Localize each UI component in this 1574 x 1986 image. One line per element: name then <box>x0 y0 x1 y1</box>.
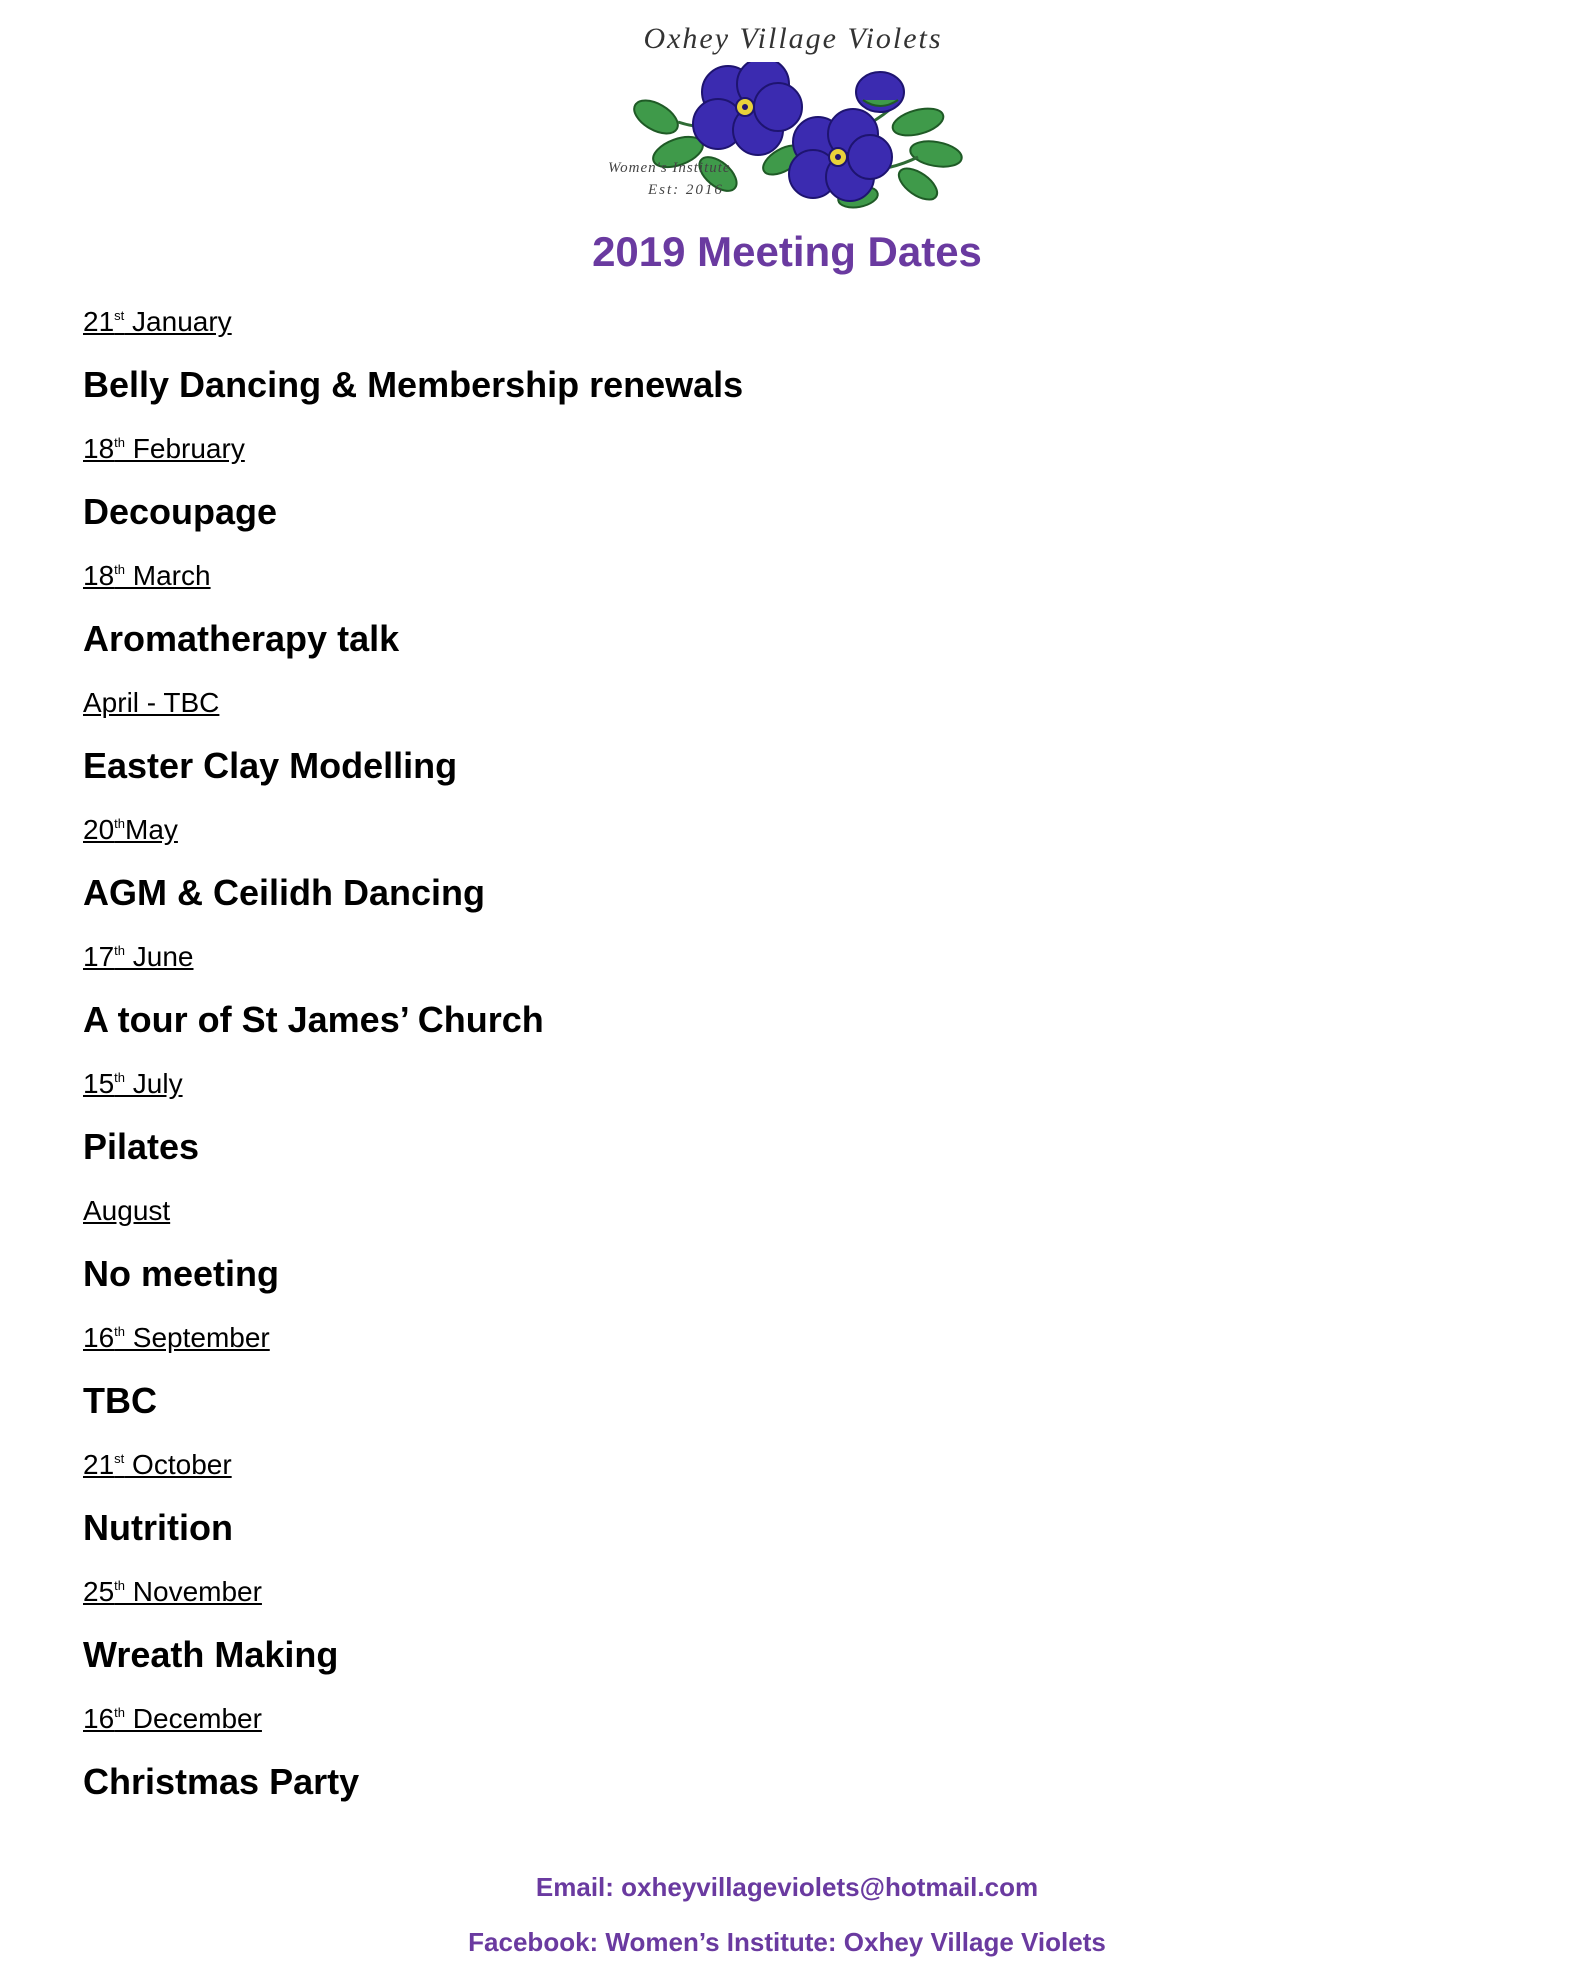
meeting-date <box>83 1699 262 1739</box>
meeting-date <box>83 1318 270 1358</box>
meeting-date <box>83 1064 183 1104</box>
meeting-day-suffix: th <box>114 816 125 831</box>
meeting-item <box>83 556 1483 683</box>
meeting-item <box>83 1445 1483 1572</box>
meeting-day: 21 <box>83 306 115 337</box>
meeting-item <box>83 1191 1483 1318</box>
meeting-month: November <box>125 1576 262 1607</box>
page-title: 2019 Meeting Dates <box>592 228 982 275</box>
meeting-event: TBC <box>83 1380 157 1421</box>
meeting-event: No meeting <box>83 1253 280 1294</box>
meeting-month: June <box>125 941 194 972</box>
meeting-day-suffix: th <box>114 435 125 450</box>
logo-established: Est: 2016 <box>648 182 724 198</box>
meeting-month: February <box>125 433 245 464</box>
meeting-item <box>83 810 1483 937</box>
logo <box>588 22 998 206</box>
meeting-date <box>83 302 232 342</box>
meeting-month: May <box>125 814 178 845</box>
meeting-day: 16 <box>83 1322 115 1353</box>
meeting-event: Belly Dancing & Membership renewals <box>83 364 744 405</box>
meeting-month: August <box>83 1195 171 1226</box>
meeting-item <box>83 683 1483 810</box>
meeting-item <box>83 429 1483 556</box>
meeting-month: July <box>125 1068 183 1099</box>
meeting-item <box>83 1318 1483 1445</box>
meeting-day-suffix: th <box>114 1578 125 1593</box>
meeting-item <box>83 937 1483 1064</box>
meeting-item <box>83 302 1483 429</box>
meeting-day-suffix: th <box>114 943 125 958</box>
meeting-day-suffix: th <box>114 1705 125 1720</box>
meeting-event: AGM & Ceilidh Dancing <box>83 872 486 913</box>
meeting-date <box>83 1572 262 1612</box>
meeting-day: 25 <box>83 1576 115 1607</box>
flower-right <box>789 109 892 201</box>
meeting-item <box>83 1699 1483 1826</box>
meeting-date <box>83 556 211 596</box>
meeting-event: A tour of St James’ Church <box>83 999 544 1040</box>
meeting-date <box>83 937 194 977</box>
meeting-month: January <box>124 306 232 337</box>
meeting-item <box>83 1572 1483 1699</box>
meeting-day-suffix: th <box>114 562 125 577</box>
meeting-day: 17 <box>83 941 115 972</box>
meeting-month: April - TBC <box>83 687 220 718</box>
meeting-event: Decoupage <box>83 491 278 532</box>
meeting-day-suffix: st <box>114 1451 125 1466</box>
logo-subtitle: Women's Institute <box>608 160 731 176</box>
meeting-date <box>83 810 178 850</box>
meeting-event: Christmas Party <box>83 1761 360 1802</box>
flower-bud <box>856 72 904 112</box>
meeting-month: October <box>124 1449 232 1480</box>
meeting-schedule <box>83 302 1483 1826</box>
meeting-month: September <box>125 1322 270 1353</box>
meeting-day: 18 <box>83 560 115 591</box>
flower-left <box>693 62 802 155</box>
meeting-event: Wreath Making <box>83 1634 339 1675</box>
meeting-event: Nutrition <box>83 1507 233 1548</box>
meeting-month: March <box>125 560 211 591</box>
meeting-day: 20 <box>83 814 115 845</box>
meeting-day: 18 <box>83 433 115 464</box>
meeting-month: December <box>125 1703 262 1734</box>
meeting-item <box>83 1064 1483 1191</box>
meeting-day-suffix: th <box>114 1070 125 1085</box>
meeting-event: Aromatherapy talk <box>83 618 400 659</box>
meeting-date <box>83 1445 232 1485</box>
meeting-day: 15 <box>83 1068 115 1099</box>
meeting-date <box>83 1191 170 1231</box>
meeting-date <box>83 683 219 723</box>
meeting-day: 21 <box>83 1449 115 1480</box>
meeting-event: Pilates <box>83 1126 200 1167</box>
logo-title: Oxhey Village Violets <box>643 22 943 55</box>
meeting-day-suffix: th <box>114 1324 125 1339</box>
meeting-day-suffix: st <box>114 308 125 323</box>
meeting-day: 16 <box>83 1703 115 1734</box>
meeting-event: Easter Clay Modelling <box>83 745 458 786</box>
meeting-date <box>83 429 245 469</box>
footer-facebook: Facebook: Women’s Institute: Oxhey Village Violets <box>468 1927 1106 1957</box>
footer-email: Email: oxheyvillageviolets@hotmail.com <box>535 1872 1039 1902</box>
